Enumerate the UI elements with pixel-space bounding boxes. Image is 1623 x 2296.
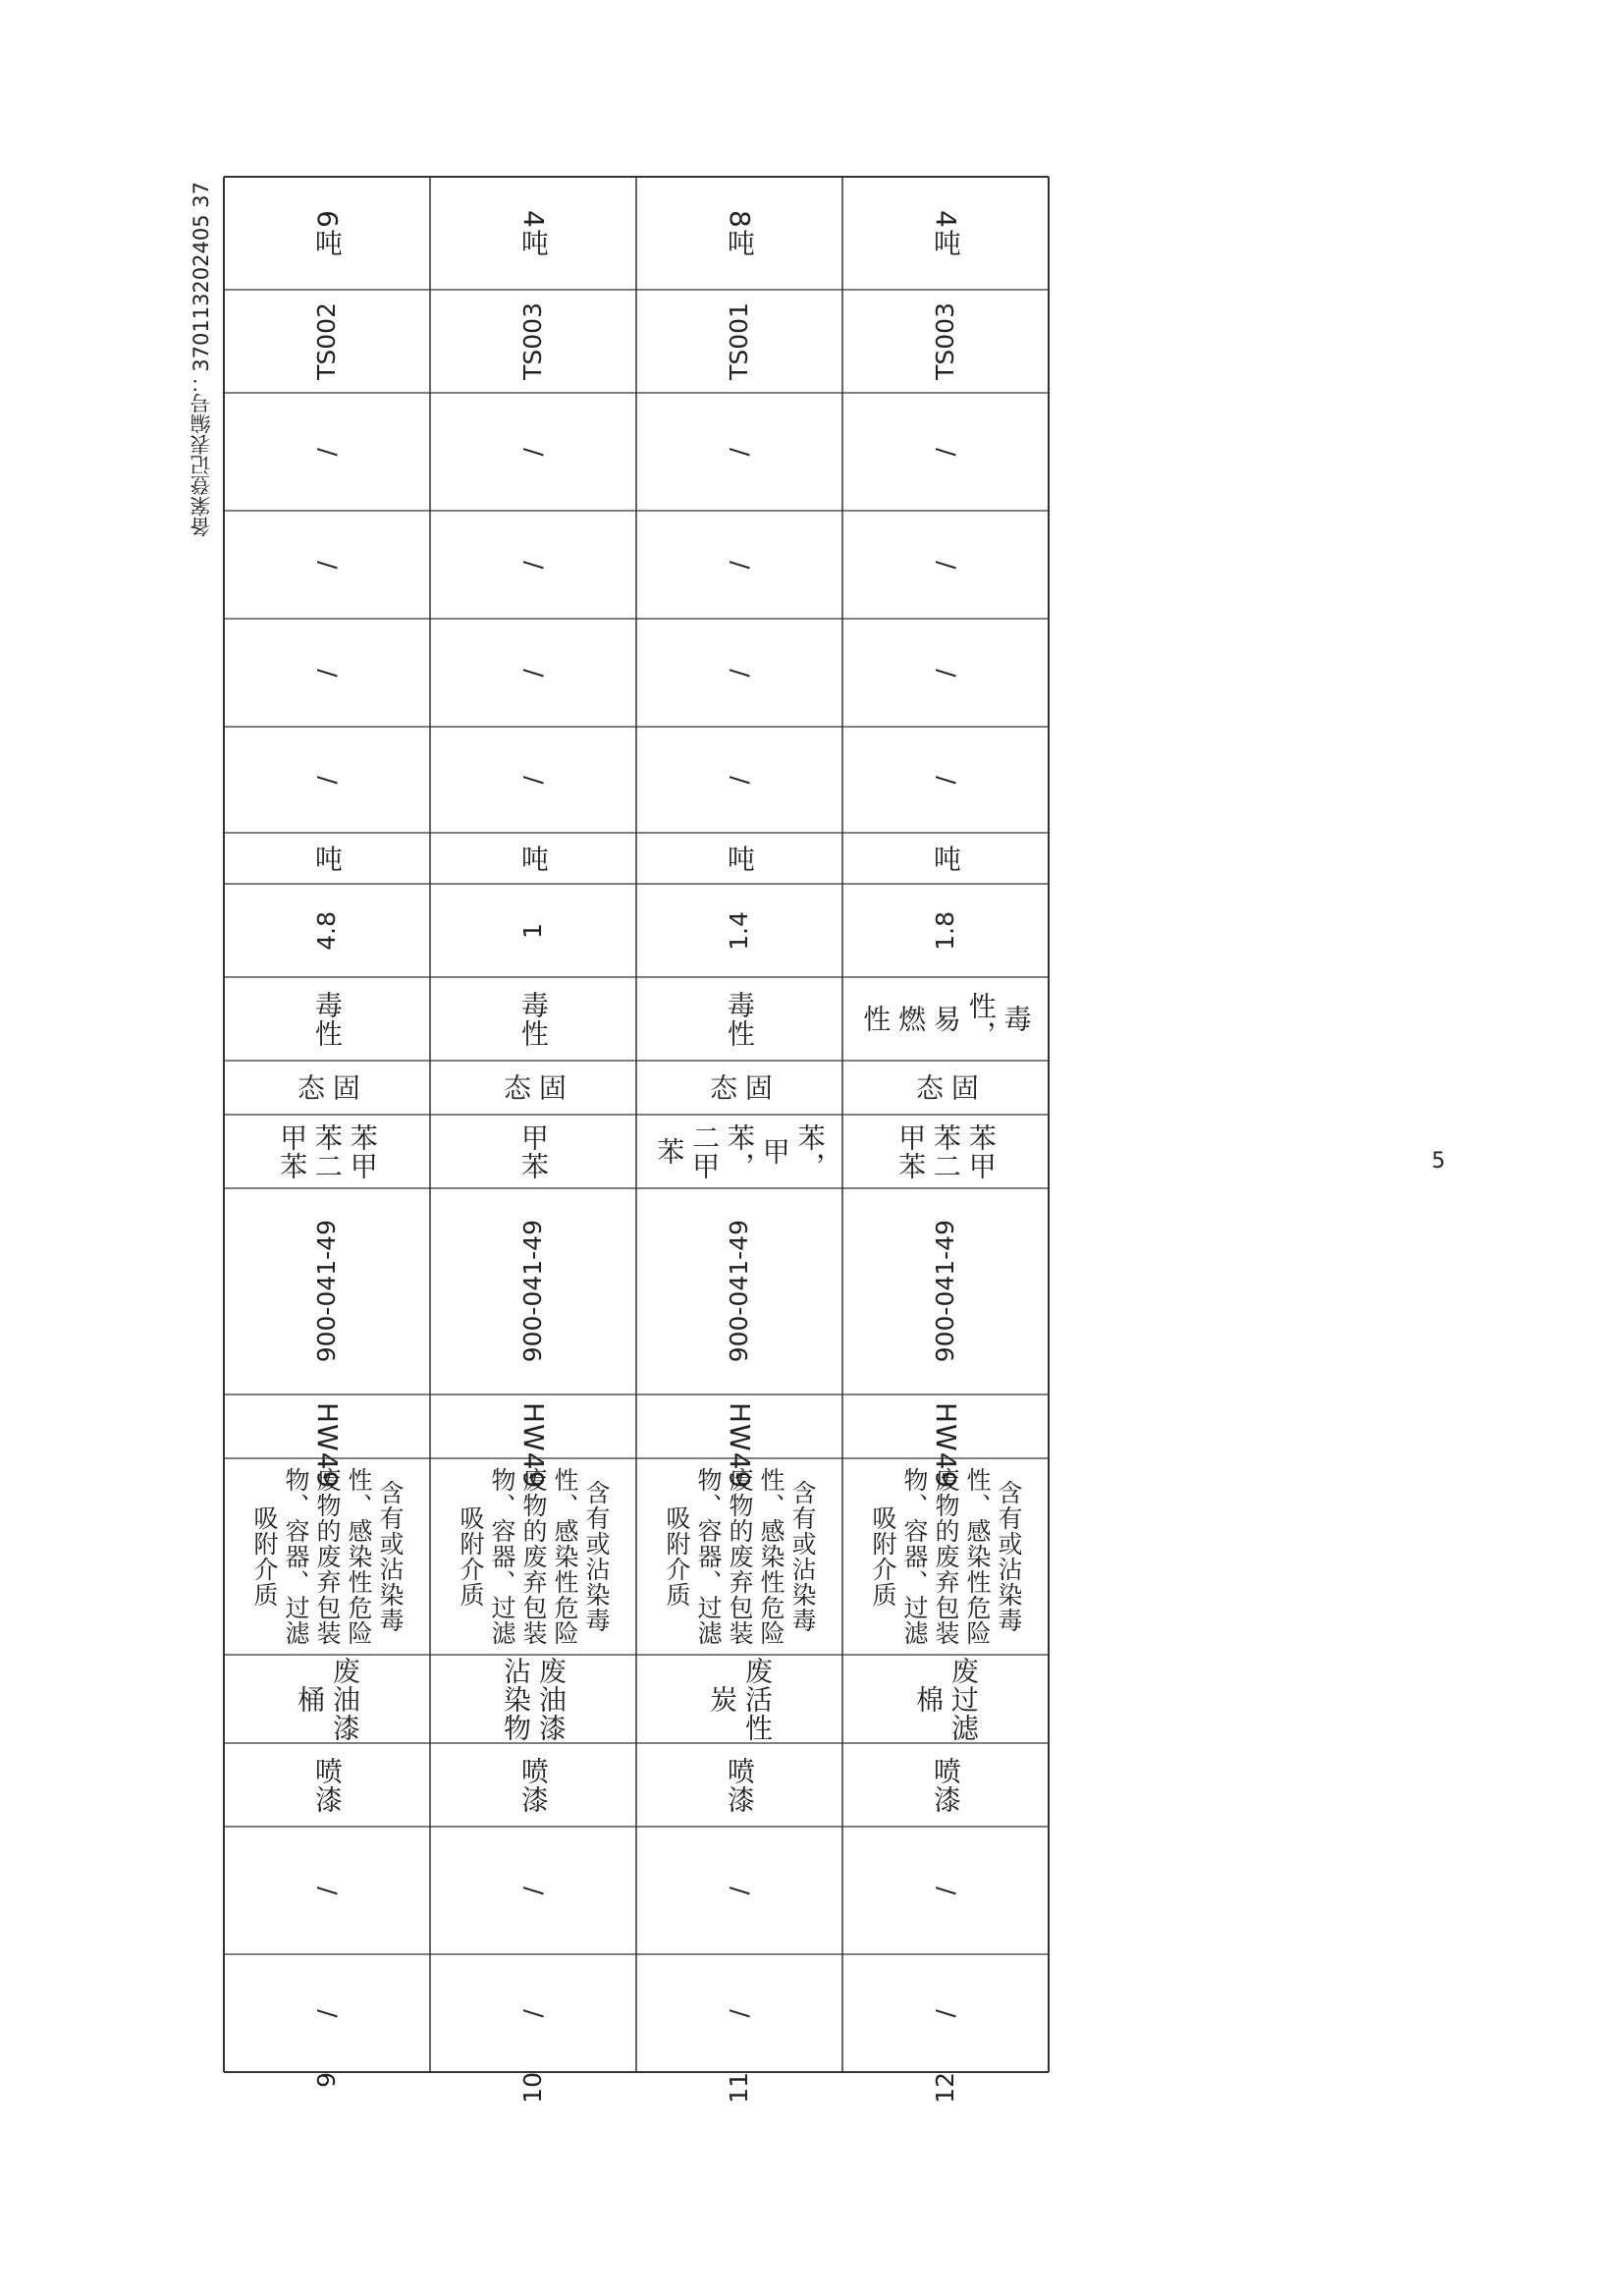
cell-name	[842, 1655, 1049, 1743]
cell-property-text: 毒性	[310, 990, 344, 1048]
cell-c1-text: /	[931, 2008, 959, 2018]
cell-c1-text: /	[518, 2008, 547, 2018]
cell-hazard_component-text: 甲苯	[516, 1122, 550, 1180]
cell-name-text: 废活性炭	[706, 1656, 774, 1742]
cell-quantity-text: 4.8	[312, 910, 341, 951]
cell-process-text: 喷漆	[516, 1756, 550, 1814]
cell-storage-text: TS002	[312, 302, 341, 380]
cell-quantity-text: 1.4	[725, 910, 753, 951]
cell-capacity	[842, 177, 1049, 290]
cell-process	[636, 1743, 842, 1827]
cell-property	[636, 977, 842, 1061]
cell-no	[430, 2072, 636, 2104]
cell-unit-text: 吨	[723, 844, 756, 873]
cell-name	[636, 1655, 842, 1743]
cell-d4-text: /	[931, 447, 959, 457]
cell-name-text: 废油漆桶	[294, 1656, 361, 1742]
cell-c1-text: /	[725, 2008, 753, 2018]
cell-capacity-text: 6吨	[310, 209, 344, 257]
cell-property	[430, 977, 636, 1061]
cell-hazard_component-text: 苯甲苯二甲苯	[276, 1122, 379, 1180]
cell-name-text: 废油漆沾染物	[500, 1656, 568, 1742]
cell-c2	[430, 1827, 636, 1954]
cell-desc	[842, 1458, 1049, 1655]
cell-c2	[636, 1827, 842, 1954]
cell-process	[842, 1743, 1049, 1827]
cell-desc	[430, 1458, 636, 1655]
cell-name	[224, 1655, 430, 1743]
cell-storage-text: TS003	[518, 302, 547, 380]
cell-property-text: 毒性	[516, 990, 550, 1048]
cell-c2-text: /	[518, 1886, 547, 1895]
cell-desc-text: 含有或沾染毒性、感染性危险废物的废弃包装物、容器、过滤吸附介质	[457, 1467, 611, 1646]
cell-form-text: 固态	[294, 1073, 361, 1102]
cell-c1-text: /	[312, 2008, 341, 2018]
cell-quantity	[636, 884, 842, 977]
cell-capacity	[224, 177, 430, 290]
cell-d4	[430, 393, 636, 511]
cell-quantity-text: 1.8	[931, 910, 959, 951]
cell-d2-text: /	[518, 668, 547, 678]
cell-d4-text: /	[312, 447, 341, 457]
cell-quantity	[224, 884, 430, 977]
cell-d2-text: /	[725, 668, 753, 678]
cell-desc	[224, 1458, 430, 1655]
cell-code-text: 900-041-49	[931, 1220, 959, 1363]
cell-category-text: HW49	[310, 1401, 344, 1489]
cell-d1	[224, 727, 430, 833]
cell-desc-text: 含有或沾染毒性、感染性危险废物的废弃包装物、容器、过滤吸附介质	[869, 1467, 1023, 1646]
cell-d2	[430, 619, 636, 727]
cell-d2-text: /	[312, 668, 341, 678]
cell-d4	[636, 393, 842, 511]
cell-no	[224, 2072, 430, 2088]
cell-hazard_component	[430, 1115, 636, 1188]
cell-code	[842, 1188, 1049, 1394]
cell-form	[842, 1061, 1049, 1115]
cell-code	[636, 1188, 842, 1394]
page-number: 5	[1432, 1149, 1445, 1174]
cell-d1	[430, 727, 636, 833]
cell-c1	[636, 1954, 842, 2072]
cell-d3	[430, 511, 636, 619]
cell-c1	[430, 1954, 636, 2072]
cell-storage	[224, 290, 430, 393]
cell-unit-text: 吨	[929, 844, 962, 873]
cell-c1	[224, 1954, 430, 2072]
cell-d2	[842, 619, 1049, 727]
cell-no-text: 10	[518, 2072, 547, 2104]
cell-d2	[224, 619, 430, 727]
cell-d4	[224, 393, 430, 511]
cell-quantity	[430, 884, 636, 977]
cell-process-text: 喷漆	[723, 1756, 756, 1814]
cell-form-text: 固态	[500, 1073, 568, 1102]
cell-no-text: 12	[931, 2072, 959, 2104]
cell-c2-text: /	[312, 1886, 341, 1895]
cell-category-text: HW49	[516, 1401, 550, 1489]
cell-d1	[636, 727, 842, 833]
cell-property	[224, 977, 430, 1061]
cell-quantity-text: 1	[518, 922, 547, 939]
cell-no-text: 9	[312, 2072, 341, 2088]
cell-capacity-text: 4吨	[516, 209, 550, 257]
cell-d3-text: /	[725, 560, 753, 570]
cell-d3	[842, 511, 1049, 619]
cell-process-text: 喷漆	[310, 1756, 344, 1814]
cell-category	[842, 1394, 1049, 1489]
cell-d3-text: /	[931, 560, 959, 570]
cell-capacity-text: 8吨	[723, 209, 756, 257]
cell-storage	[842, 290, 1049, 393]
cell-storage-text: TS003	[931, 302, 959, 380]
cell-code-text: 900-041-49	[725, 1220, 753, 1363]
cell-quantity	[842, 884, 1049, 977]
cell-no-text: 11	[725, 2072, 753, 2104]
cell-process	[430, 1743, 636, 1827]
record-number: 备案登记表编号：370113202405 37	[189, 182, 213, 537]
cell-d1-text: /	[518, 775, 547, 785]
cell-category-text: HW49	[929, 1401, 962, 1489]
cell-no	[636, 2072, 842, 2104]
cell-desc	[636, 1458, 842, 1655]
cell-d2-text: /	[931, 668, 959, 678]
cell-c2	[224, 1827, 430, 1954]
cell-d1	[842, 727, 1049, 833]
cell-unit	[636, 833, 842, 884]
cell-code-text: 900-041-49	[518, 1220, 547, 1363]
cell-c2-text: /	[931, 1886, 959, 1895]
cell-form-text: 固态	[912, 1073, 980, 1102]
cell-d4-text: /	[725, 447, 753, 457]
cell-d3-text: /	[518, 560, 547, 570]
cell-category-text: HW49	[723, 1401, 756, 1489]
cell-capacity	[430, 177, 636, 290]
cell-unit	[430, 833, 636, 884]
cell-form	[224, 1061, 430, 1115]
cell-desc-text: 含有或沾染毒性、感染性危险废物的废弃包装物、容器、过滤吸附介质	[250, 1467, 405, 1646]
cell-name-text: 废过滤棉	[912, 1656, 980, 1742]
cell-unit-text: 吨	[516, 844, 550, 873]
cell-process	[224, 1743, 430, 1827]
cell-hazard_component	[224, 1115, 430, 1188]
cell-d3	[636, 511, 842, 619]
cell-d1-text: /	[725, 775, 753, 785]
cell-capacity-text: 4吨	[929, 209, 962, 257]
cell-storage-text: TS001	[725, 302, 753, 380]
cell-category	[430, 1394, 636, 1489]
cell-unit	[224, 833, 430, 884]
cell-storage	[636, 290, 842, 393]
cell-hazard_component-text: 苯，甲苯，二甲苯	[653, 1122, 827, 1180]
cell-d3	[224, 511, 430, 619]
cell-form	[430, 1061, 636, 1115]
cell-d2	[636, 619, 842, 727]
cell-property-text: 毒性	[723, 990, 756, 1048]
cell-code	[224, 1188, 430, 1394]
cell-property	[842, 977, 1049, 1061]
cell-d4	[842, 393, 1049, 511]
cell-unit-text: 吨	[310, 844, 344, 873]
cell-code-text: 900-041-49	[312, 1220, 341, 1363]
cell-desc-text: 含有或沾染毒性、感染性危险废物的废弃包装物、容器、过滤吸附介质	[663, 1467, 817, 1646]
cell-c1	[842, 1954, 1049, 2072]
cell-capacity	[636, 177, 842, 290]
cell-process-text: 喷漆	[929, 1756, 962, 1814]
cell-name	[430, 1655, 636, 1743]
cell-code	[430, 1188, 636, 1394]
cell-d1-text: /	[931, 775, 959, 785]
cell-property-text: 毒性，易燃性	[859, 991, 1033, 1049]
cell-d3-text: /	[312, 560, 341, 570]
cell-form	[636, 1061, 842, 1115]
cell-d1-text: /	[312, 775, 341, 785]
cell-hazard_component-text: 苯甲苯二甲苯	[894, 1122, 998, 1180]
cell-category	[224, 1394, 430, 1489]
cell-category	[636, 1394, 842, 1489]
cell-no	[842, 2072, 1049, 2104]
cell-form-text: 固态	[706, 1073, 774, 1102]
cell-storage	[430, 290, 636, 393]
cell-unit	[842, 833, 1049, 884]
cell-d4-text: /	[518, 447, 547, 457]
cell-hazard_component	[636, 1115, 842, 1188]
cell-c2	[842, 1827, 1049, 1954]
cell-c2-text: /	[725, 1886, 753, 1895]
cell-hazard_component	[842, 1115, 1049, 1188]
